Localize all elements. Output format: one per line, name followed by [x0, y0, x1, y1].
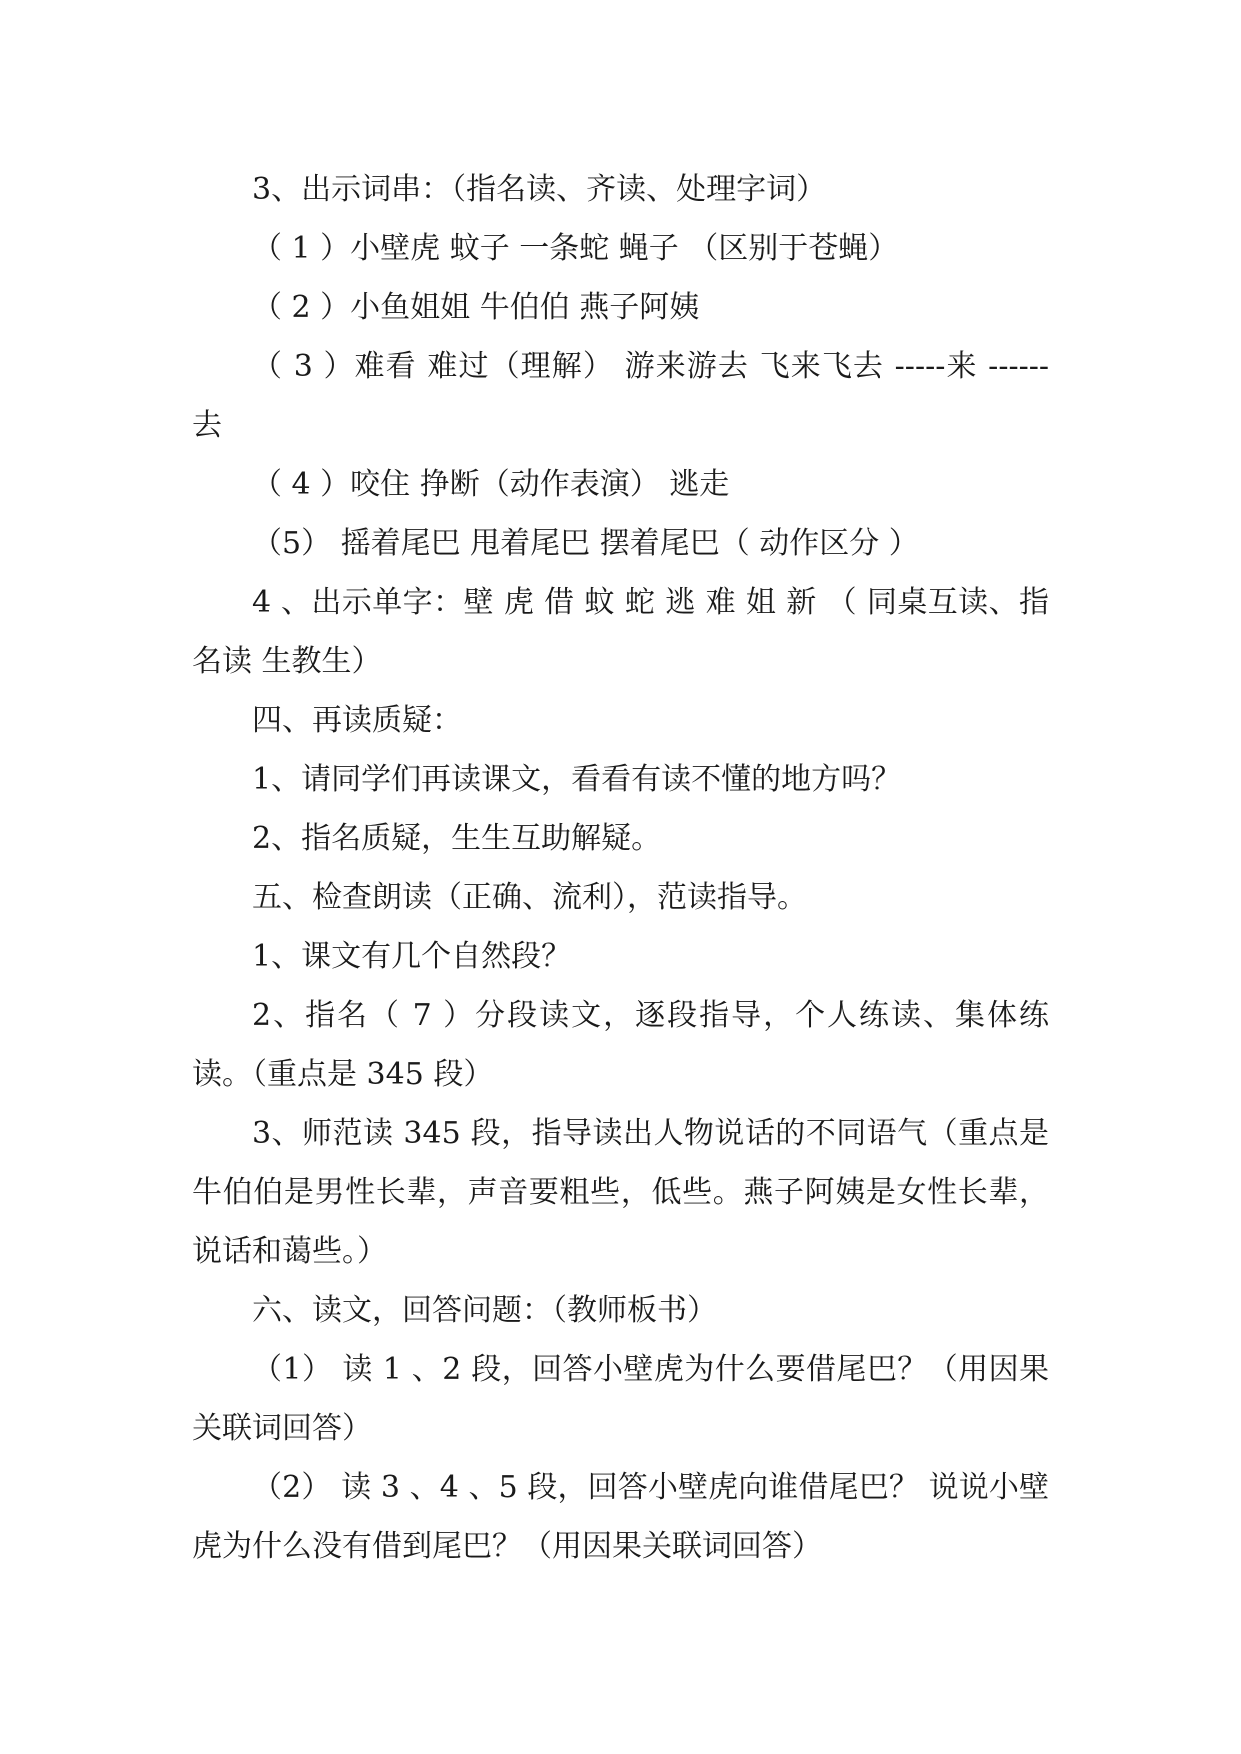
section-6-question-2: （2） 读 3 、4 、5 段，回答小壁虎向谁借尾巴？ 说说小壁虎为什么没有借到尾巴？（用因果关联词回答）: [192, 1470, 1049, 1564]
word-group-2: （ 2 ）小鱼姐姐 牛伯伯 燕子阿姨: [252, 290, 700, 325]
document-body: [192, 160, 1059, 1576]
section-6-question-1: （1） 读 1 、2 段，回答小壁虎为什么要借尾巴？（用因果关联词回答）: [192, 1352, 1049, 1446]
section-5-heading: 五、检查朗读（正确、流利），范读指导。: [252, 880, 807, 915]
section-5-item-3: 3、师范读 345 段，指导读出人物说话的不同语气（重点是牛伯伯是男性长辈，声音要粗些，低些。燕子阿姨是女性长辈，说话和蔼些。）: [192, 1116, 1049, 1269]
section-6-heading: 六、读文，回答问题：（教师板书）: [252, 1293, 717, 1328]
word-group-5: （5） 摇着尾巴 甩着尾巴 摆着尾巴（ 动作区分 ）: [252, 526, 919, 561]
section-4-item-2: 2、指名质疑，生生互助解疑。: [252, 821, 662, 856]
section-5-item-1: 1、课文有几个自然段？: [252, 939, 572, 974]
word-group-3: （ 3 ）难看 难过（理解） 游来游去 飞来飞去 -----来 ------ 去: [192, 349, 1059, 443]
section-5-item-2: 2、指名（ 7 ）分段读文，逐段指导，个人练读、集体练读。（重点是 345 段）: [192, 998, 1049, 1092]
step-4-show-single-characters: 4 、出示单字：壁 虎 借 蚊 蛇 逃 难 姐 新 （ 同桌互读、指名读 生教生）: [192, 585, 1049, 679]
section-4-heading: 四、再读质疑：: [252, 703, 462, 738]
word-group-1: （ 1 ）小壁虎 蚊子 一条蛇 蝇子 （区别于苍蝇）: [252, 231, 899, 266]
word-group-4: （ 4 ）咬住 挣断（动作表演） 逃走: [252, 467, 730, 502]
step-3-show-word-strings: 3、出示词串：（指名读、齐读、处理字词）: [252, 172, 827, 207]
section-4-item-1: 1、请同学们再读课文，看看有读不懂的地方吗？: [252, 762, 902, 797]
